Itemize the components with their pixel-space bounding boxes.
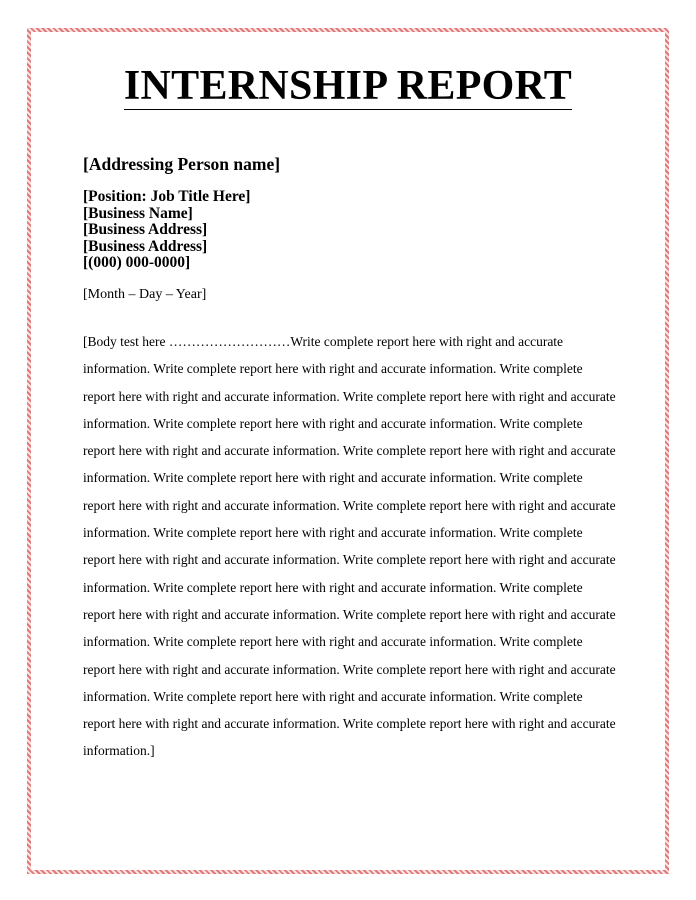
business-address-line-2: [Business Address]: [83, 237, 208, 255]
report-title-text: INTERNSHIP REPORT: [123, 63, 573, 109]
report-title: [0, 62, 696, 110]
position-line: [Position: Job Title Here]: [83, 188, 251, 205]
business-name-line: [Business Name]: [83, 204, 193, 222]
addressee-name: [Addressing Person name]: [83, 154, 281, 174]
sender-block: [83, 189, 250, 272]
business-address-line-1: [Business Address]: [83, 221, 208, 238]
phone-line: [(000) 000-0000]: [83, 254, 191, 271]
date-line: [Month – Day – Year]: [83, 287, 207, 302]
report-body: [Body test here ………………………Write complete report here with right and accurate information. Write complete report here with right and accurate information. Write complete report here with right and accurate information. Write complete report here with right and accurate information. Write complete report here with right and accurate information. Write complete report here with right and accurate information. Write complete report here with right and accurate information. Write complete report here with right and accurate information. Write complete report here with right and accurate information. Write complete report here with right and accurate information. Write complete report here with right and accurate information. Write complete report here with right and accurate information. Write complete report here with right and accurate information. Write complete report here with right and accurate information. Write complete report here with right and accurate information. Write complete report here with right and accurate information. Write complete report here with right and accurate information. Write complete report here with right and accurate information. Write complete report here with right and accurate information. Write complete report here with right and accurate information. Write complete report here with right and accurate information. Write complete report here with right and accurate information.]: [83, 334, 616, 759]
